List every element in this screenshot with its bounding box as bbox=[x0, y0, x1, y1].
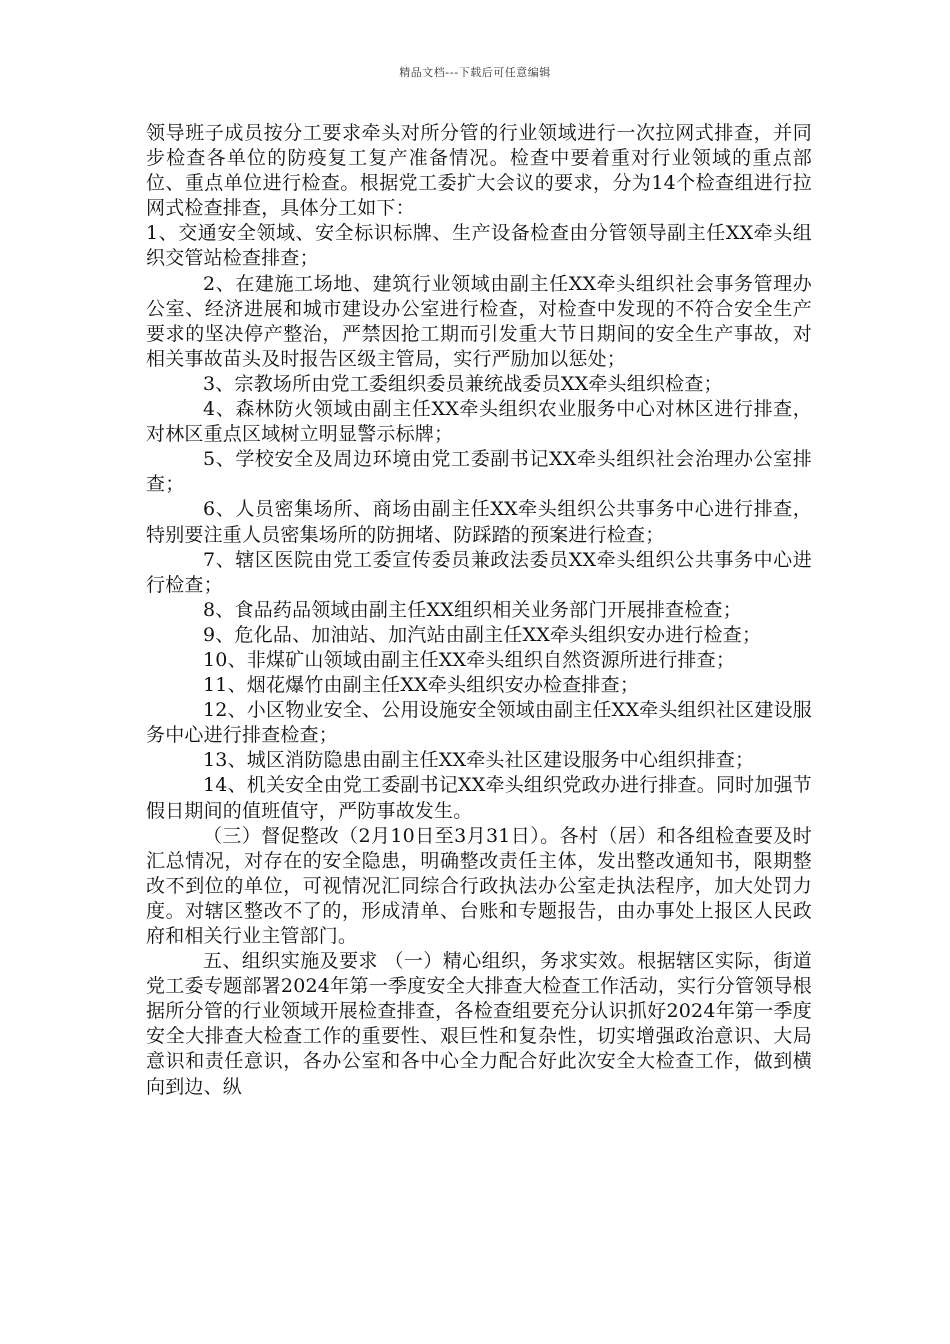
list-item-6: 6、人员密集场所、商场由副主任XX牵头组织公共事务中心进行排查，特别要注重人员密集场所的防拥堵、防踩踏的预案进行检查； bbox=[146, 498, 812, 546]
list-item-8: 8、食品药品领域由副主任XX组织相关业务部门开展排查检查； bbox=[203, 598, 742, 621]
list-item-4: 4、森林防火领域由副主任XX牵头组织农业服务中心对林区进行排查，对林区重点区域树立明显警示标牌； bbox=[146, 398, 812, 446]
list-item-5: 5、学校安全及周边环境由党工委副书记XX牵头组织社会治理办公室排查； bbox=[146, 448, 812, 496]
list-item-13: 13、城区消防隐患由副主任XX牵头社区建设服务中心组织排查； bbox=[203, 749, 755, 772]
paragraph-intro: 领导班子成员按分工要求牵头对所分管的行业领域进行一次拉网式排查，并同步检查各单位的防疫复工复产准备情况。检查中要着重对行业领域的重点部位、重点单位进行检查。根据党工委扩大会议的要求，分为14个检查组进行拉网式检查排查，具体分工如下： bbox=[146, 122, 812, 220]
page-header: 精品文档---下载后可任意编辑 bbox=[399, 66, 551, 79]
list-item-2: 2、在建施工场地、建筑行业领域由副主任XX牵头组织社会事务管理办公室、经济进展和城市建设办公室进行检查，对检查中发现的不符合安全生产要求的坚决停产整治，严禁因抢工期而引发重大节日期间的安全生产事故，对相关事故苗头及时报告区级主管局，实行严励加以惩处； bbox=[146, 272, 812, 370]
list-item-3: 3、宗教场所由党工委组织委员兼统战委员XX牵头组织检查； bbox=[203, 372, 723, 395]
list-item-11: 11、烟花爆竹由副主任XX牵头组织安办检查排查； bbox=[203, 674, 640, 697]
paragraph-rectification: （三）督促整改（2月10日至3月31日）。各村（居）和各组检查要及时汇总情况，对存在的安全隐患，明确整改责任主体，发出整改通知书，限期整改不到位的单位，可视情况汇同综合行政执法办公室走执法程序，加大处罚力度。对辖区整改不了的，形成清单、台账和专题报告，由办事处上报区人民政府和相关行业主管部门。 bbox=[146, 824, 812, 947]
paragraph-organization: 五、组织实施及要求 （一）精心组织，务求实效。根据辖区实际，街道党工委专题部署2024年第一季度安全大排查大检查工作活动，实行分管领导根据所分管的行业领域开展检查排查，各检查组要充分认识抓好2024年第一季度安全大排查大检查工作的重要性、艰巨性和复杂性，切实增强政治意识、大局意识和责任意识，各办公室和各中心全力配合好此次安全大检查工作，做到横向到边、纵 bbox=[146, 950, 812, 1098]
list-item-7: 7、辖区医院由党工委宣传委员兼政法委员XX牵头组织公共事务中心进行检查； bbox=[146, 548, 812, 596]
list-item-14: 14、机关安全由党工委副书记XX牵头组织党政办进行排查。同时加强节假日期间的值班值守，严防事故发生。 bbox=[146, 774, 812, 822]
list-item-9: 9、危化品、加油站、加汽站由副主任XX牵头组织安办进行检查； bbox=[203, 623, 762, 646]
list-item-10: 10、非煤矿山领域由副主任XX牵头组织自然资源所进行排查； bbox=[203, 648, 736, 671]
document-body bbox=[146, 121, 812, 1100]
list-item-1: 1、交通安全领域、安全标识标牌、生产设备检查由分管领导副主任XX牵头组织交管站检查排查； bbox=[146, 222, 812, 270]
list-item-12: 12、小区物业安全、公用设施安全领域由副主任XX牵头组织社区建设服务中心进行排查检查； bbox=[146, 699, 812, 747]
